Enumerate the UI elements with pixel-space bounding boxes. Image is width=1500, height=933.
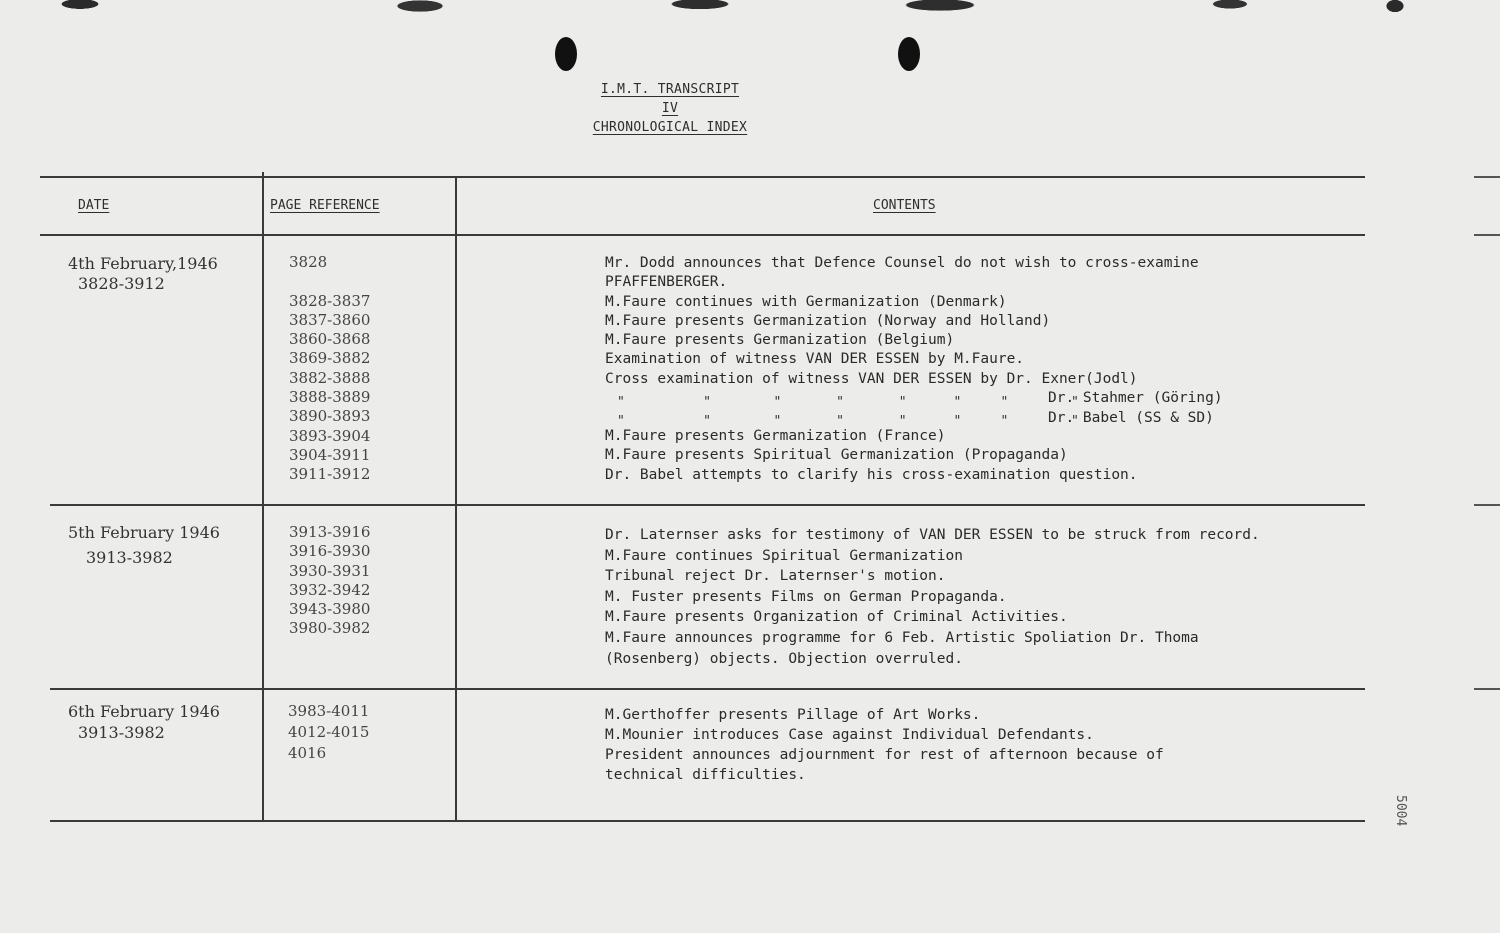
column-divider	[262, 172, 264, 822]
row-contents: M.Faure presents Germanization (France) M.Faure presents Spiritual Germanization (Propaganda) Dr. Babel attempts to clarify his cross-examination question.	[605, 428, 1138, 483]
row-page-references: 3983-4011 4012-4015 4016	[288, 702, 370, 762]
row-page-references: 3913-3916 3916-3930 3930-3931 3932-3942 3943-3980 3980-3982	[289, 523, 371, 638]
margin-tick	[1474, 234, 1500, 236]
torn-edge	[0, 0, 1500, 30]
ditto-entry: Dr. Stahmer (Göring)	[1048, 390, 1223, 406]
row-divider	[50, 688, 1365, 690]
page-stamp: 5004	[1393, 795, 1408, 827]
punch-hole	[898, 37, 920, 71]
margin-tick	[1474, 688, 1500, 690]
row-date: 4th February,1946	[68, 254, 218, 273]
row-contents: Mr. Dodd announces that Defence Counsel do not wish to cross-examine PFAFFENBERGER. M.Faure continues with Germanization (Denmark) M.Faure presents Germanization (Norway and Holland) M.Faure presents Germanization (Belgium) Examination of witness VAN DER ESSEN by M.Faure. Cross examination of witness VAN DER ESSEN by Dr. Exner(Jodl)	[605, 255, 1199, 387]
row-page-range: 3913-3982	[78, 723, 165, 742]
table-bottom-rule	[50, 820, 1365, 822]
title-line: I.M.T. TRANSCRIPT	[600, 82, 740, 97]
document-title	[580, 80, 760, 137]
row-page-references: 3828 3828-3837 3837-3860 3860-3868 3869-3882 3882-3888 3888-3889 3890-3893 3893-3904 3904-3911 3911-3912	[289, 253, 371, 484]
row-contents: Dr. Laternser asks for testimony of VAN DER ESSEN to be struck from record. M.Faure continues Spiritual Germanization Tribunal reject Dr. Laternser's motion. M. Fuster presents Films on German Propaganda. M.Faure presents Organization of Criminal Activities. M.Faure announces programme for 6 Feb. Artistic Spoliation Dr. Thoma (Rosenberg) objects. Objection overruled.	[605, 527, 1260, 667]
row-contents: M.Gerthoffer presents Pillage of Art Works. M.Mounier introduces Case against Individual Defendants. President announces adjournment for rest of afternoon because of technical difficulties.	[605, 707, 1164, 783]
punch-hole	[555, 37, 577, 71]
margin-tick	[1474, 176, 1500, 178]
ditto-entry: Dr. Babel (SS & SD)	[1048, 410, 1214, 426]
ditto-marks: " " " " " " " "	[617, 414, 1079, 429]
column-header-date: DATE	[78, 198, 110, 213]
column-header-contents: CONTENTS	[873, 198, 936, 213]
row-page-range: 3828-3912	[78, 274, 165, 293]
subtitle-line: CHRONOLOGICAL INDEX	[592, 120, 748, 135]
row-page-range: 3913-3982	[86, 548, 173, 567]
column-header-page-reference: PAGE REFERENCE	[270, 198, 380, 213]
row-divider	[50, 504, 1365, 506]
margin-tick	[1474, 504, 1500, 506]
column-divider	[455, 176, 457, 820]
ditto-marks: " " " " " " " "	[617, 395, 1079, 410]
row-date: 6th February 1946	[68, 702, 220, 721]
volume-line: IV	[661, 101, 679, 116]
table-top-rule	[40, 176, 1365, 178]
header-rule	[40, 234, 1365, 236]
row-date: 5th February 1946	[68, 523, 220, 542]
